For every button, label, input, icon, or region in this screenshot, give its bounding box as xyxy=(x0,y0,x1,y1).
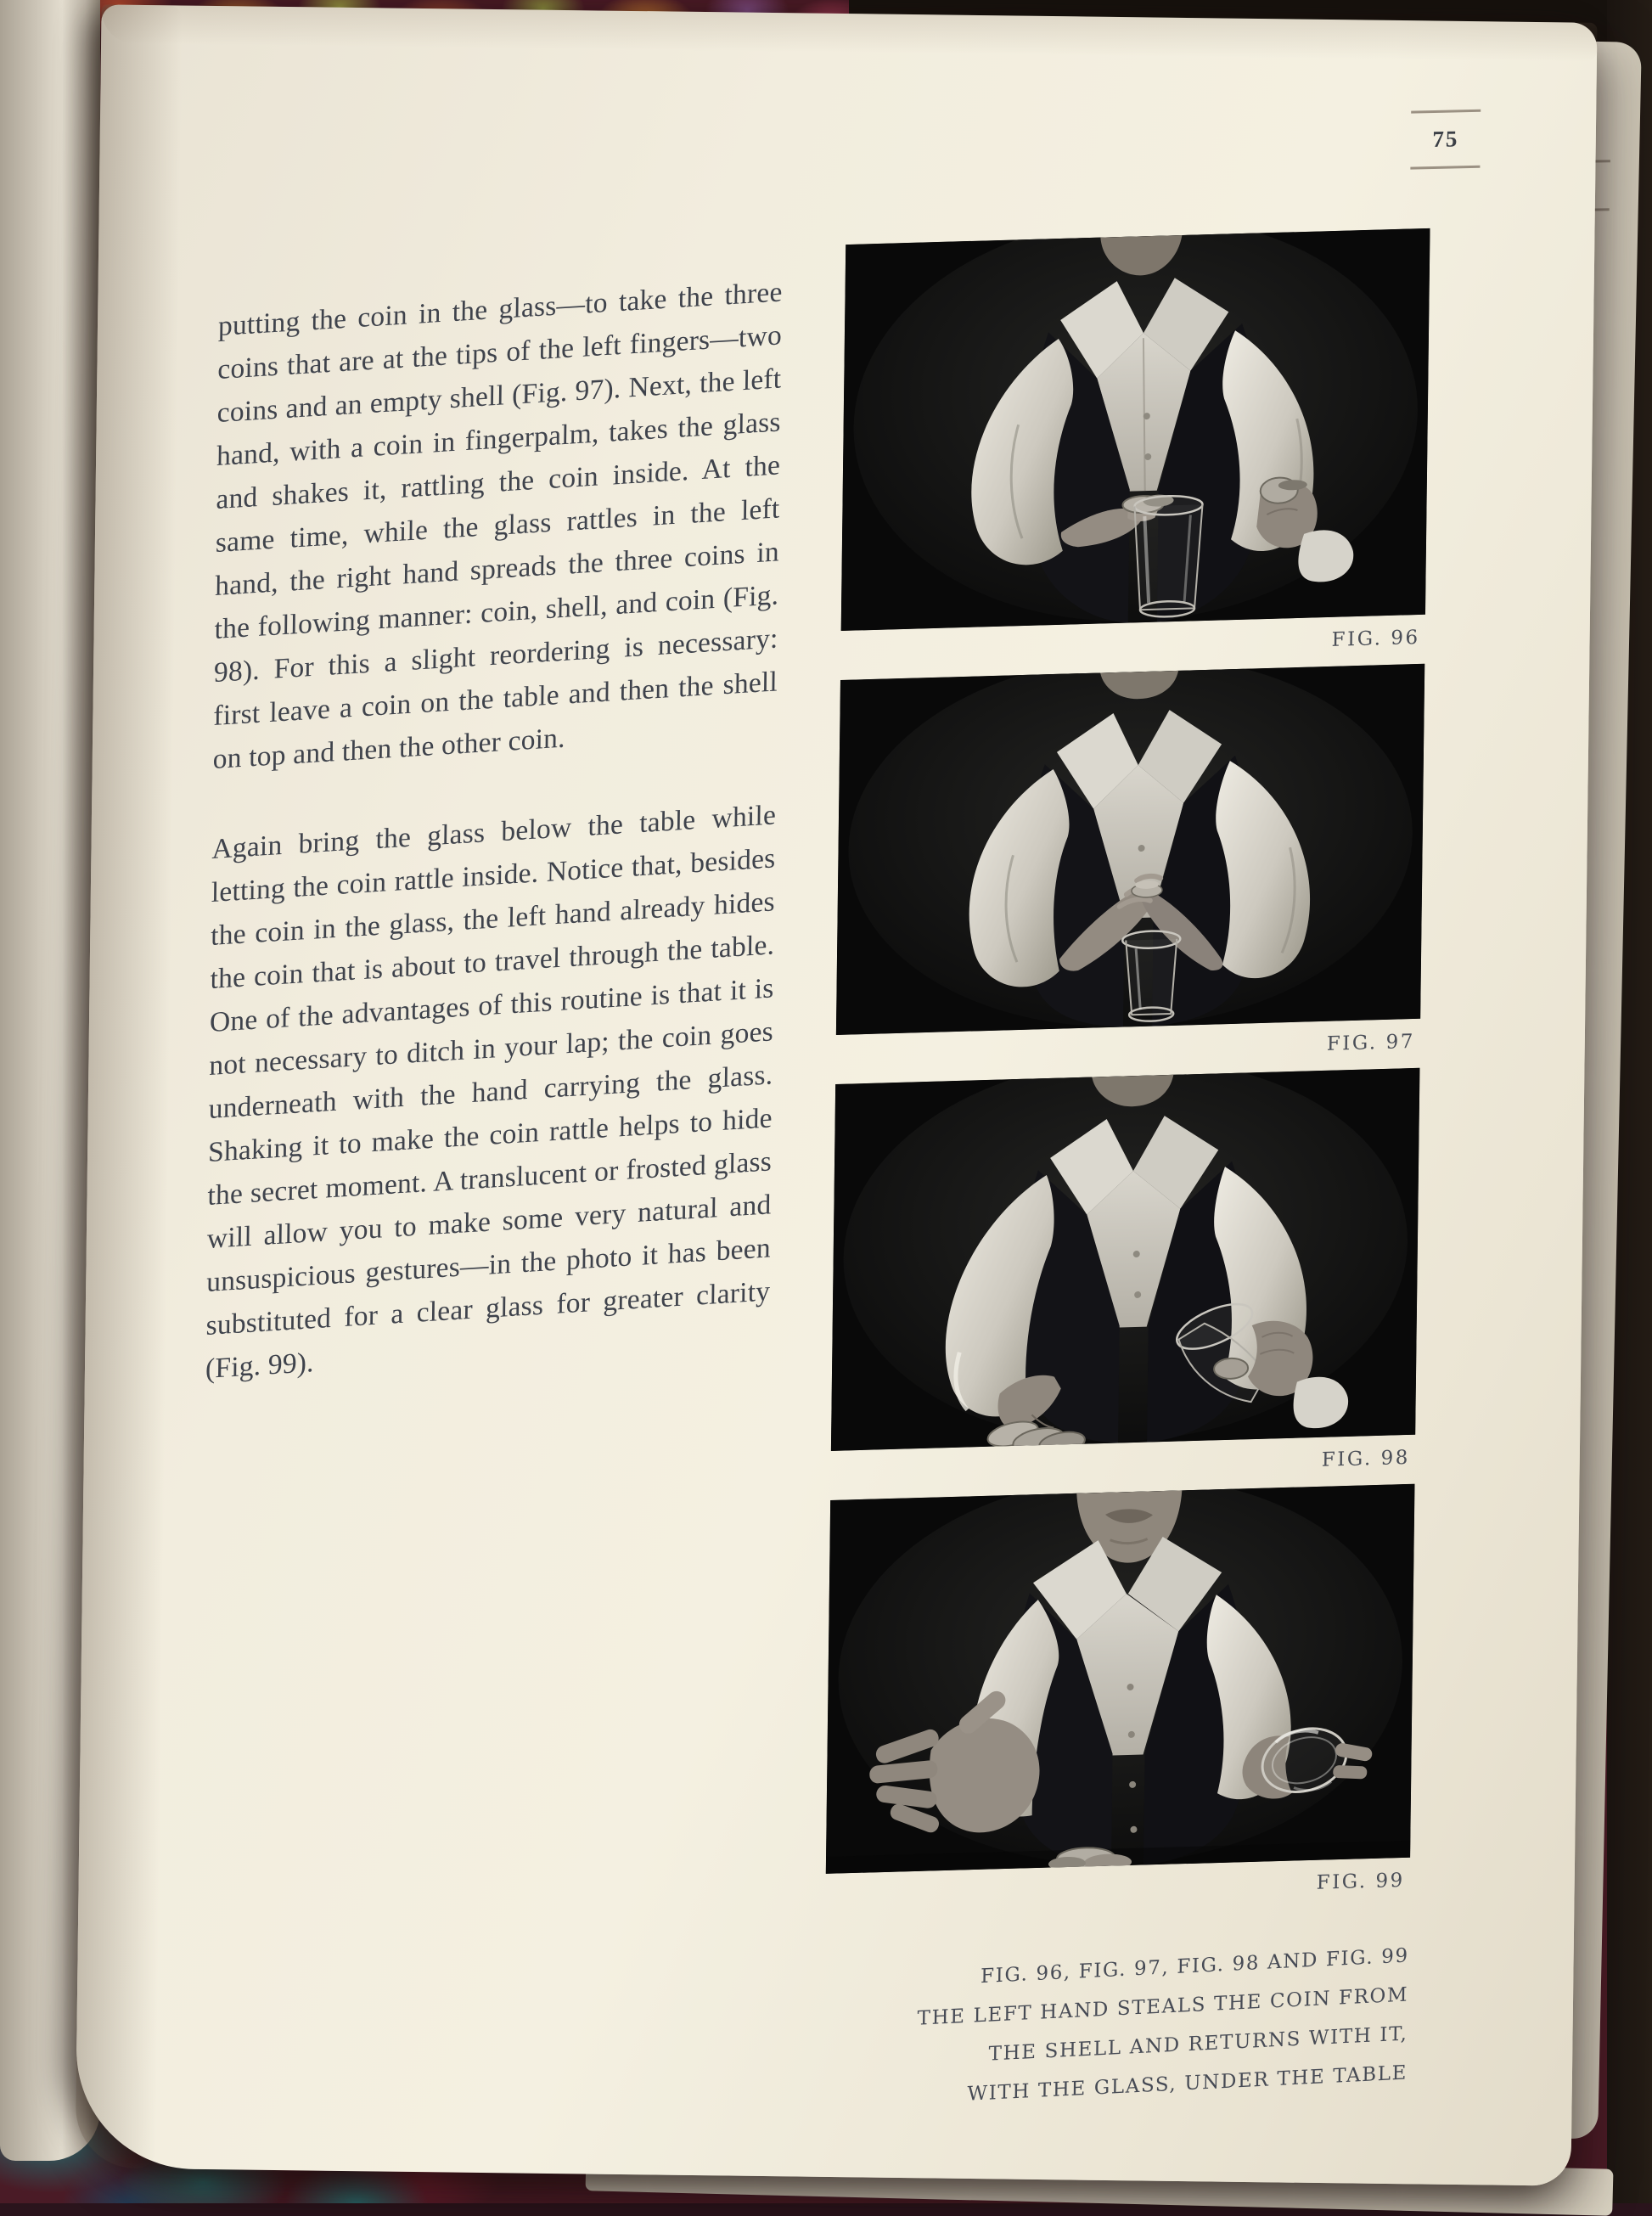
figure-99-photo xyxy=(826,1484,1415,1874)
figure-99-caption: FIG. 99 xyxy=(1316,1869,1405,1894)
caption-line-1: FIG. 96, FIG. 97, FIG. 98 AND FIG. 99 xyxy=(980,1944,1409,1988)
figure-99 xyxy=(825,1484,1414,1911)
paragraph-2: Again bring the glass below the table while letting the coin rattle inside. Notice that, besides the coin in the glass, the left hand already hides the coin that is about to travel through the table. One of the advantages of this routine is that it is not necessary to ditch in your lap; the coin goes underneath with the hand carrying the glass. Shaking it to make the coin rattle helps to hide the secret moment. A translucent or frosted glass will allow you to make some very natural and unsuspicious gestures—in the photo it has been substituted for a clear glass for greater clarity (Fig. 99). xyxy=(205,799,777,1385)
page-folio xyxy=(1373,109,1518,171)
figure-column xyxy=(823,228,1430,2115)
figure-96-caption: FIG. 96 xyxy=(1331,626,1420,651)
caption-line-4: WITH THE GLASS, UNDER THE TABLE xyxy=(967,2061,1408,2106)
figure-98-caption: FIG. 98 xyxy=(1321,1446,1410,1471)
figure-97-photo xyxy=(836,664,1424,1035)
figure-96-photo xyxy=(841,228,1430,631)
figure-98 xyxy=(830,1068,1419,1488)
figure-97 xyxy=(835,664,1424,1072)
figure-97-caption: FIG. 97 xyxy=(1326,1030,1415,1055)
figure-96 xyxy=(840,228,1430,668)
paragraph-1: putting the coin in the glass—to take the three coins that are at the tips of the left fingers—two coins and an empty shell (Fig. 97). Next, the left hand, with a coin in fingerpalm, takes the glass and shakes it, rattling the coin inside. At the same time, while the glass rattles in the left hand, the right hand spreads the three coins in the following manner: coin, shell, and coin (Fig. 98). For this a slight reordering is necessary: first leave a coin on the table and then the shell on top and then the other coin. xyxy=(212,276,783,775)
caption-line-2: THE LEFT HAND STEALS THE COIN FROM xyxy=(917,1983,1409,2030)
folio-rule-bottom xyxy=(1410,166,1480,170)
book-page xyxy=(76,4,1598,2185)
page-number: 75 xyxy=(1432,126,1459,153)
figures-group-caption xyxy=(823,1936,1409,2121)
folio-rule-top xyxy=(1411,110,1481,114)
figure-98-photo xyxy=(831,1068,1420,1451)
caption-line-3: THE SHELL AND RETURNS WITH IT, xyxy=(988,2022,1408,2066)
body-text-column xyxy=(205,270,783,1391)
